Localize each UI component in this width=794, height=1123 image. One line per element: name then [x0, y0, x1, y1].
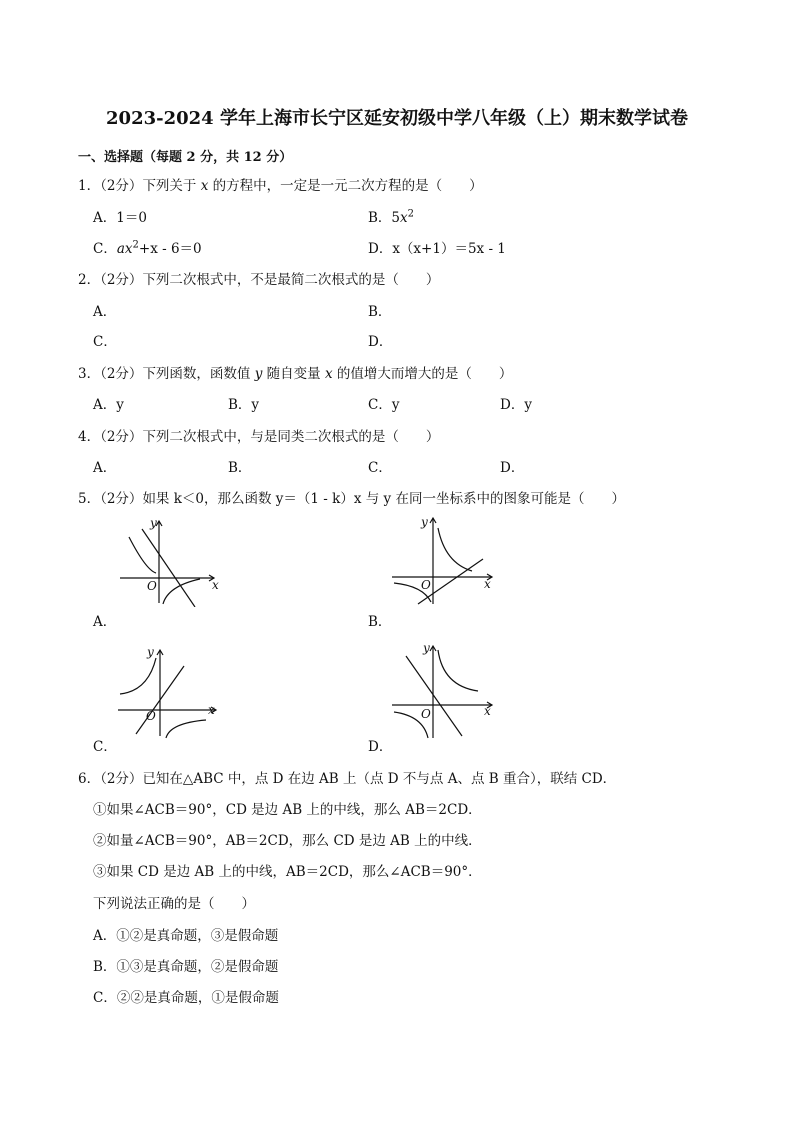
- q6-option-a: A．①②是真命题，③是假命题: [93, 928, 279, 944]
- q6-text: 已知在△ABC 中，点 D 在边 AB 上（点 D 不与点 A、点 B 重合），联结 CD．: [142, 771, 617, 787]
- q5-graph-b: [388, 510, 498, 607]
- question-5: [78, 487, 625, 507]
- question-2: [78, 268, 439, 288]
- q1-c-var: ax: [116, 241, 133, 257]
- q3-var-x: x: [324, 366, 333, 382]
- q4-option-a: A．: [93, 460, 117, 476]
- q4-option-d: D．: [500, 460, 525, 476]
- q1-b-var: x: [400, 210, 408, 226]
- q5-option-c: C．: [93, 739, 117, 755]
- q1-option-d: D．x（x+1）＝5x - 1: [368, 241, 506, 257]
- q5-number: 5．（2分）: [78, 491, 143, 507]
- q2-option-d: D．: [368, 334, 393, 350]
- q6-ask: 下列说法正确的是（ ）: [93, 896, 255, 912]
- q2-option-b: B．: [368, 304, 392, 320]
- q6-statement-1: ①如果∠ACB＝90°，CD 是边 AB 上的中线，那么 AB＝2CD．: [93, 802, 482, 818]
- q1-text-post: 的方程中，一定是一元二次方程的是（ ）: [208, 178, 483, 194]
- hyperbola-branch-right: [166, 720, 206, 738]
- q3-text-pre: 下列函数，函数值: [142, 366, 255, 382]
- q5-option-a: A．: [93, 614, 117, 630]
- section-heading: 一、选择题（每题 2 分，共 12 分）: [78, 150, 293, 165]
- q2-option-a: A．: [93, 304, 117, 320]
- q5-graph-c: [110, 640, 222, 740]
- q5-graph-d: [388, 636, 498, 740]
- line-graph: [406, 656, 462, 736]
- q2-number: 2．（2分）: [78, 272, 143, 288]
- q1-c-label: C．: [93, 241, 117, 257]
- q1-c-rest: +x - 6＝0: [138, 241, 202, 257]
- origin-label: O: [421, 707, 431, 721]
- q1-var: x: [200, 178, 209, 194]
- q4-option-b: B．: [228, 460, 252, 476]
- q3-text-mid: 随自变量: [262, 366, 325, 382]
- q4-text: 下列二次根式中，与是同类二次根式的是（ ）: [142, 429, 440, 445]
- y-label: y: [421, 515, 428, 529]
- q1-text-pre: 下列关于: [142, 178, 201, 194]
- q1-option-c: [93, 237, 202, 257]
- x-label: x: [484, 577, 491, 591]
- q6-statement-3: ③如果 CD 是边 AB 上的中线，AB＝2CD，那么∠ACB＝90°．: [93, 864, 482, 880]
- question-3: [78, 362, 512, 382]
- q5-text: 如果 k＜0，那么函数 y＝（1 - k）x 与 y 在同一坐标系中的图象可能是（ ）: [142, 491, 625, 507]
- q6-statement-2: ②如量∠ACB＝90°，AB＝2CD，那么 CD 是边 AB 上的中线．: [93, 833, 482, 849]
- q2-text: 下列二次根式中，不是最简二次根式的是（ ）: [142, 272, 440, 288]
- q4-option-c: C．: [368, 460, 392, 476]
- q6-option-b: B．①③是真命题，②是假命题: [93, 959, 279, 975]
- q3-text-post: 的值增大而增大的是（ ）: [332, 366, 513, 382]
- q3-number: 3．（2分）: [78, 366, 143, 382]
- q3-option-c: C．y: [368, 397, 400, 413]
- hyperbola-branch-right: [438, 650, 478, 691]
- q1-option-b: [368, 206, 414, 226]
- q1-b-exp: 2: [407, 208, 415, 220]
- hyperbola-branch-left: [120, 658, 156, 694]
- q1-option-a: A．1＝0: [93, 210, 147, 226]
- q1-b-label: B．5: [368, 210, 401, 226]
- q6-option-c: C．②②是真命题，①是假命题: [93, 990, 279, 1006]
- hyperbola-branch-left: [129, 537, 156, 573]
- question-6: [78, 767, 616, 787]
- origin-label: O: [147, 579, 157, 593]
- page-title: 2023-2024 学年上海市长宁区延安初级中学八年级（上）期末数学试卷: [106, 108, 688, 129]
- x-label: x: [208, 703, 215, 717]
- q2-option-c: C．: [93, 334, 117, 350]
- hyperbola-branch-right: [438, 528, 472, 571]
- q4-number: 4．（2分）: [78, 429, 143, 445]
- line-graph: [142, 529, 195, 607]
- q3-option-b: B．y: [228, 397, 260, 413]
- origin-label: O: [421, 578, 431, 592]
- q5-graph-a: [112, 515, 222, 607]
- q1-c-exp: 2: [132, 239, 139, 251]
- q1-number: 1．（2分）: [78, 178, 143, 194]
- q3-var-y: y: [254, 366, 263, 382]
- q3-option-d: D．y: [500, 397, 532, 413]
- q5-option-b: B．: [368, 614, 392, 630]
- q3-option-a: A．y: [93, 397, 124, 413]
- y-label: y: [147, 645, 154, 659]
- hyperbola-branch-right: [163, 579, 200, 604]
- x-label: x: [484, 704, 491, 718]
- question-4: [78, 425, 439, 445]
- x-label: x: [212, 578, 219, 592]
- y-label: y: [150, 516, 157, 530]
- question-1: [78, 174, 483, 194]
- q5-option-d: D．: [368, 739, 393, 755]
- q6-number: 6．（2分）: [78, 771, 143, 787]
- y-label: y: [423, 641, 430, 655]
- origin-label: O: [146, 709, 156, 723]
